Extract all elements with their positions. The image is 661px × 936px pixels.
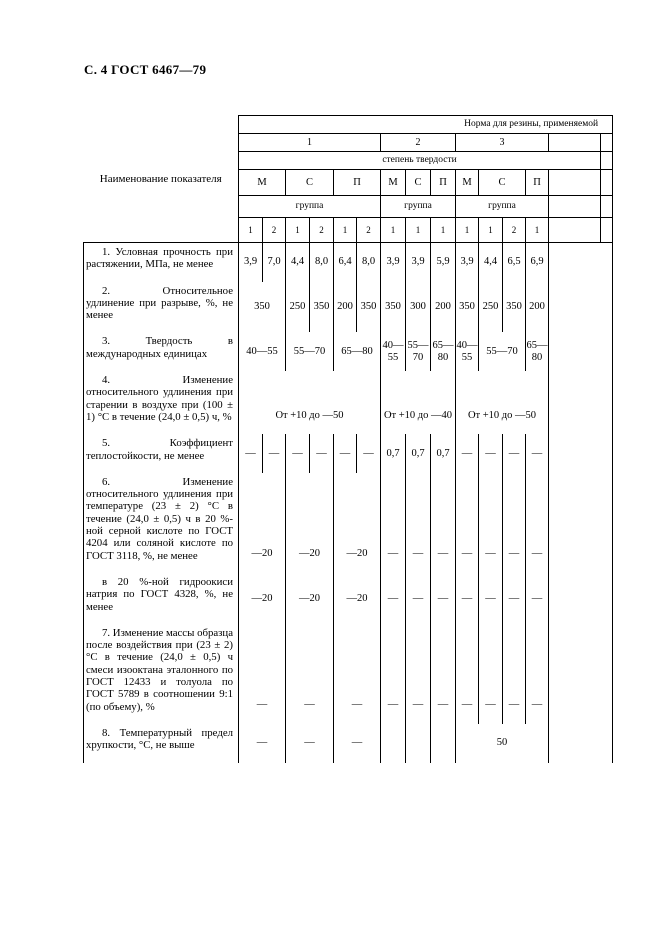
value-cell: 65—80	[431, 332, 456, 371]
value-cell: 350	[310, 282, 334, 333]
value-cell: —	[239, 724, 286, 763]
value-cell: 0,7	[431, 434, 456, 473]
specification-table	[83, 115, 613, 763]
value-cell: —	[286, 724, 334, 763]
value-cell: 40—55	[456, 332, 479, 371]
hardness-label: С	[286, 170, 334, 196]
value-cell: —20	[239, 573, 286, 624]
value-cell: 65—80	[526, 332, 549, 371]
value-cell: —	[239, 624, 286, 724]
hardness-label: П	[526, 170, 549, 196]
value-cell: —	[431, 473, 456, 573]
value-cell: 8,0	[310, 243, 334, 282]
hardness-label: П	[334, 170, 381, 196]
hardness-label: С	[406, 170, 431, 196]
value-cell: 350	[503, 282, 526, 333]
group-1-header: 1	[239, 134, 381, 152]
hardness-label: М	[381, 170, 406, 196]
value-cell: 350	[357, 282, 381, 333]
cutoff-cell	[549, 473, 613, 573]
value-cell: —	[479, 573, 503, 624]
value-cell: —	[479, 473, 503, 573]
cutoff-cell	[549, 218, 601, 243]
table-row	[84, 332, 613, 371]
value-cell: —	[456, 434, 479, 473]
row-label: 2. Относительное удлинение при разрыве, %, не менее	[84, 282, 239, 333]
value-cell: 55—70	[479, 332, 526, 371]
value-cell: —	[526, 624, 549, 724]
value-cell: —	[286, 624, 334, 724]
value-cell: —	[263, 434, 286, 473]
value-cell: —20	[239, 473, 286, 573]
value-cell: —20	[286, 473, 334, 573]
subcol-number: 1	[406, 218, 431, 243]
value-cell: —	[381, 624, 406, 724]
value-cell: —	[503, 624, 526, 724]
subcol-number: 1	[526, 218, 549, 243]
table-row	[84, 473, 613, 573]
subcol-number: 2	[263, 218, 286, 243]
value-cell	[431, 724, 456, 763]
cutoff-cell	[549, 170, 601, 196]
value-cell: —	[334, 624, 381, 724]
value-cell	[381, 724, 406, 763]
value-cell: 350	[381, 282, 406, 333]
value-cell: —	[431, 573, 456, 624]
value-cell: —	[526, 573, 549, 624]
table-body	[84, 243, 613, 763]
value-cell: —	[526, 434, 549, 473]
value-cell: 5,9	[431, 243, 456, 282]
value-cell: —	[239, 434, 263, 473]
value-cell: 250	[286, 282, 310, 333]
value-cell: 65—80	[334, 332, 381, 371]
table-row	[84, 624, 613, 724]
value-cell: 0,7	[406, 434, 431, 473]
subcol-number: 1	[286, 218, 310, 243]
table-row	[84, 434, 613, 473]
value-cell: —20	[286, 573, 334, 624]
value-cell: —	[381, 573, 406, 624]
cutoff-cell	[549, 371, 613, 434]
table-row	[84, 371, 613, 434]
cutoff-cell	[549, 624, 613, 724]
value-cell: 4,4	[286, 243, 310, 282]
subcol-number: 1	[456, 218, 479, 243]
table-header	[84, 116, 613, 243]
subcol-number: 2	[310, 218, 334, 243]
value-cell: 200	[431, 282, 456, 333]
norm-column-header: Норма для резины, применяемой	[239, 116, 613, 134]
value-cell: —20	[334, 573, 381, 624]
subcol-number: 1	[334, 218, 357, 243]
table-row	[84, 282, 613, 333]
subcol-number: 1	[381, 218, 406, 243]
subcol-number: 1	[479, 218, 503, 243]
value-cell: 40—55	[381, 332, 406, 371]
value-cell: —	[381, 473, 406, 573]
value-cell: —	[357, 434, 381, 473]
row-label: 6. Изменение относительного удлинения при температуре (23 ± 2) °С в течение (24,0 ± 0,5) ч в 20 %-ной серной кислоте по ГОСТ 4204 или соляной кислоте по ГОСТ 3118, %, не менее	[84, 473, 239, 573]
group-subheader: группа	[456, 196, 549, 218]
subcol-number: 2	[503, 218, 526, 243]
value-cell: 55—70	[286, 332, 334, 371]
cutoff-cell	[601, 170, 613, 196]
row-label: в 20 %-ной гидроокиси натрия по ГОСТ 4328, %, не менее	[84, 573, 239, 624]
subcol-number: 1	[239, 218, 263, 243]
group-2-header: 2	[381, 134, 456, 152]
value-cell: —	[431, 624, 456, 724]
value-cell: 250	[479, 282, 503, 333]
page-title: С. 4 ГОСТ 6467—79	[84, 62, 207, 77]
value-cell: —	[456, 624, 479, 724]
value-cell: 3,9	[406, 243, 431, 282]
subcol-number: 2	[357, 218, 381, 243]
value-cell: 7,0	[263, 243, 286, 282]
value-cell: —20	[334, 473, 381, 573]
value-cell: —	[479, 434, 503, 473]
cutoff-cell	[549, 243, 613, 282]
value-cell: 55—70	[406, 332, 431, 371]
group-subheader: группа	[381, 196, 456, 218]
cutoff-cell	[601, 152, 613, 170]
table-row	[84, 573, 613, 624]
value-cell: 3,9	[381, 243, 406, 282]
value-cell: 40—55	[239, 332, 286, 371]
value-cell: —	[456, 573, 479, 624]
value-cell: —	[503, 573, 526, 624]
cutoff-cell	[601, 218, 613, 243]
value-cell: —	[526, 473, 549, 573]
group-subheader: группа	[239, 196, 381, 218]
value-cell: 6,9	[526, 243, 549, 282]
value-cell: 200	[334, 282, 357, 333]
value-cell: От +10 до —50	[456, 371, 549, 434]
row-label: 1. Условная прочность при растяжении, МПа, не менее	[84, 243, 239, 282]
value-cell: 350	[456, 282, 479, 333]
value-cell: 3,9	[456, 243, 479, 282]
cutoff-cell	[549, 134, 601, 152]
row-label: 4. Изменение относительного удлинения при старении в воздухе при (100 ± 1) °С в течение (24,0 ± 0,5) ч, %	[84, 371, 239, 434]
hardness-label: М	[239, 170, 286, 196]
value-cell: 3,9	[239, 243, 263, 282]
value-cell: 6,4	[334, 243, 357, 282]
value-cell: —	[479, 624, 503, 724]
value-cell: 300	[406, 282, 431, 333]
value-cell: —	[503, 473, 526, 573]
cutoff-cell	[549, 196, 601, 218]
hardness-label: П	[431, 170, 456, 196]
cutoff-cell	[549, 724, 613, 763]
cutoff-cell	[549, 332, 613, 371]
row-label: 8. Температурный предел хрупкости, °С, не выше	[84, 724, 239, 763]
value-cell	[406, 724, 431, 763]
value-cell: 4,4	[479, 243, 503, 282]
row-label: 7. Изменение массы образца после воздействия при (23 ± 2) °С в течение (24,0 ± 0,5) ч смеси изооктана эталонного по ГОСТ 12433 и толуола по ГОСТ 5789 в соотношении 9:1 (по объему), %	[84, 624, 239, 724]
hardness-degree-header: степень твердости	[239, 152, 601, 170]
cutoff-cell	[549, 282, 613, 333]
value-cell: —	[503, 434, 526, 473]
value-cell: От +10 до —50	[239, 371, 381, 434]
value-cell: —	[456, 473, 479, 573]
value-cell: —	[406, 624, 431, 724]
value-cell: —	[310, 434, 334, 473]
value-cell: 50	[456, 724, 549, 763]
row-label: 5. Коэффициент теплостойкости, не менее	[84, 434, 239, 473]
value-cell: 0,7	[381, 434, 406, 473]
value-cell: —	[286, 434, 310, 473]
value-cell: —	[334, 724, 381, 763]
value-cell: —	[334, 434, 357, 473]
value-cell: —	[406, 573, 431, 624]
hardness-label: С	[479, 170, 526, 196]
value-cell: 6,5	[503, 243, 526, 282]
cutoff-cell	[601, 134, 613, 152]
value-cell: 350	[239, 282, 286, 333]
cutoff-cell	[601, 196, 613, 218]
table-row	[84, 243, 613, 282]
value-cell: 200	[526, 282, 549, 333]
value-cell: От +10 до —40	[381, 371, 456, 434]
indicator-column-header: Наименование показателя	[84, 116, 239, 243]
cutoff-cell	[549, 434, 613, 473]
subcol-number: 1	[431, 218, 456, 243]
row-label: 3. Твердость в международных единицах	[84, 332, 239, 371]
cutoff-cell	[549, 573, 613, 624]
value-cell: 8,0	[357, 243, 381, 282]
table-row	[84, 724, 613, 763]
hardness-label: М	[456, 170, 479, 196]
group-3-header: 3	[456, 134, 549, 152]
value-cell: —	[406, 473, 431, 573]
